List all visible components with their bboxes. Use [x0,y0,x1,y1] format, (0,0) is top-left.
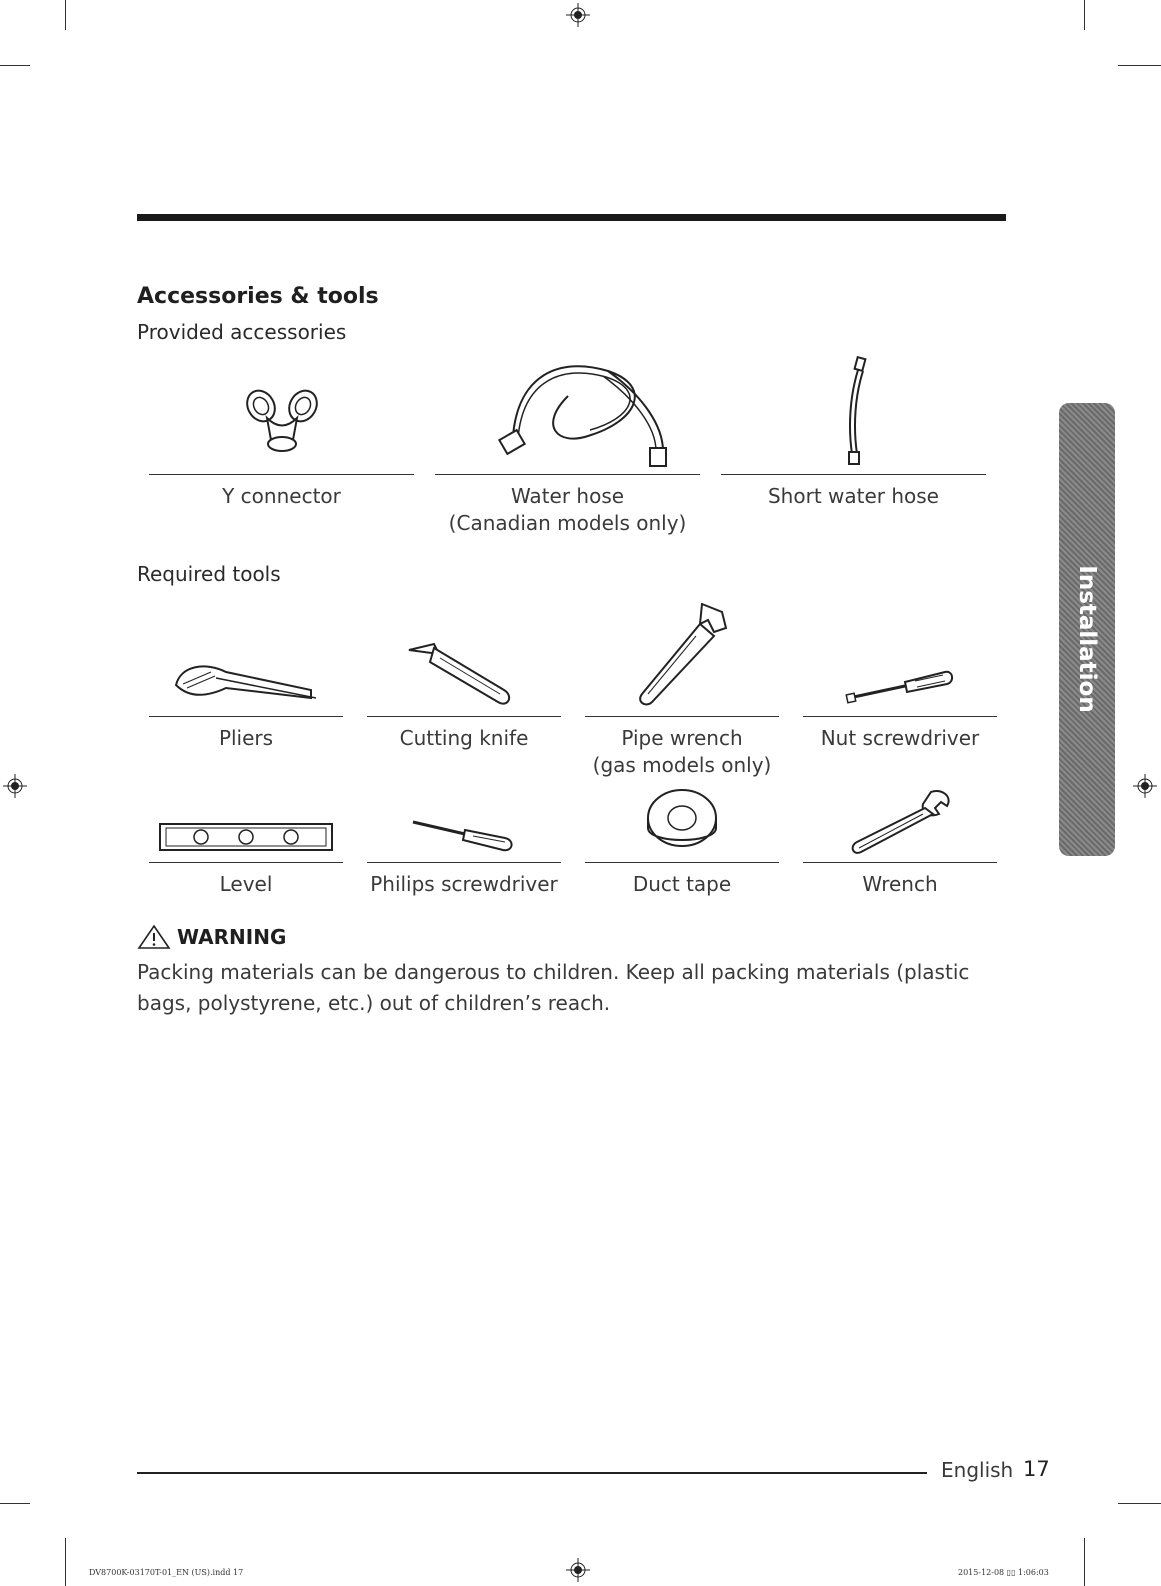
crop-mark [0,1503,30,1504]
warning-heading [137,924,286,950]
registration-mark-icon [3,774,27,798]
level-icon [156,816,336,856]
tool-item-pliers [149,610,343,779]
header-rule [137,214,1006,221]
tool-label: Pipe wrench [621,726,743,750]
tool-item-duct-tape [585,756,779,898]
tool-label: Duct tape [632,872,732,896]
footer-language: English [941,1458,1014,1482]
crop-mark [1118,1503,1161,1504]
tool-label: Philips screwdriver [370,872,558,896]
cutting-knife-icon [404,640,524,710]
crop-mark [1084,0,1085,30]
tool-label: Nut screwdriver [820,726,980,750]
tool-item-nut-screwdriver [803,610,997,779]
registration-mark-icon [1,0,25,24]
page-number: 17 [1023,1457,1050,1481]
y-connector-icon [237,378,327,468]
chapter-tab [1059,403,1115,856]
accessory-label: Y connector [222,484,341,508]
tool-label: Pliers [218,726,274,750]
tool-item-pipe-wrench [585,610,779,779]
tools-row [149,610,997,779]
philips-screwdriver-icon [409,816,519,856]
tool-label: Level [219,872,273,896]
chapter-tab-label: Installation [1074,564,1100,713]
tool-label: Cutting knife [399,726,529,750]
tool-label: Wrench [862,872,938,896]
warning-text: Packing materials can be dangerous to children. Keep all packing materials (plastic bags, polystyrene, etc.) out of children’s reach. [137,960,970,1015]
short-water-hose-icon [834,356,874,468]
print-slug-date: 2015-12-08 ▯▯ 1:06:03 [958,1568,1049,1577]
duct-tape-icon [642,786,722,856]
crop-mark [65,0,66,30]
crop-mark [1084,1538,1085,1586]
warning-triangle-icon [137,924,171,950]
accessory-item-short-water-hose [721,358,986,510]
footer-rule [137,1472,927,1474]
accessory-label: Short water hose [767,484,939,508]
accessory-label: Water hose [510,484,625,508]
tools-row [149,756,997,898]
nut-screwdriver-icon [845,660,955,710]
print-slug-file: DV8700K-03170T-01_EN (US).indd 17 [89,1568,244,1577]
provided-accessories-heading: Provided accessories [137,320,347,344]
tool-item-wrench [803,756,997,898]
tool-item-cutting-knife [367,610,561,779]
tool-item-level [149,756,343,898]
required-tools-heading: Required tools [137,562,281,586]
registration-mark-icon [1133,774,1157,798]
accessory-note: (Canadian models only) [448,511,687,535]
wrench-icon [845,786,955,856]
crop-mark [1118,65,1161,66]
crop-mark [65,1538,66,1586]
pliers-icon [171,650,321,710]
tool-note: (gas models only) [592,753,772,777]
accessory-item-y-connector [149,358,414,510]
pipe-wrench-icon [622,602,742,710]
accessory-item-water-hose [435,358,700,537]
warning-title: WARNING [177,925,287,949]
tool-item-philips-screwdriver [367,756,561,898]
crop-mark [0,65,30,66]
registration-mark-icon [566,3,590,27]
section-title: Accessories & tools [137,284,379,309]
water-hose-icon [468,356,668,468]
registration-mark-icon [566,1558,590,1582]
